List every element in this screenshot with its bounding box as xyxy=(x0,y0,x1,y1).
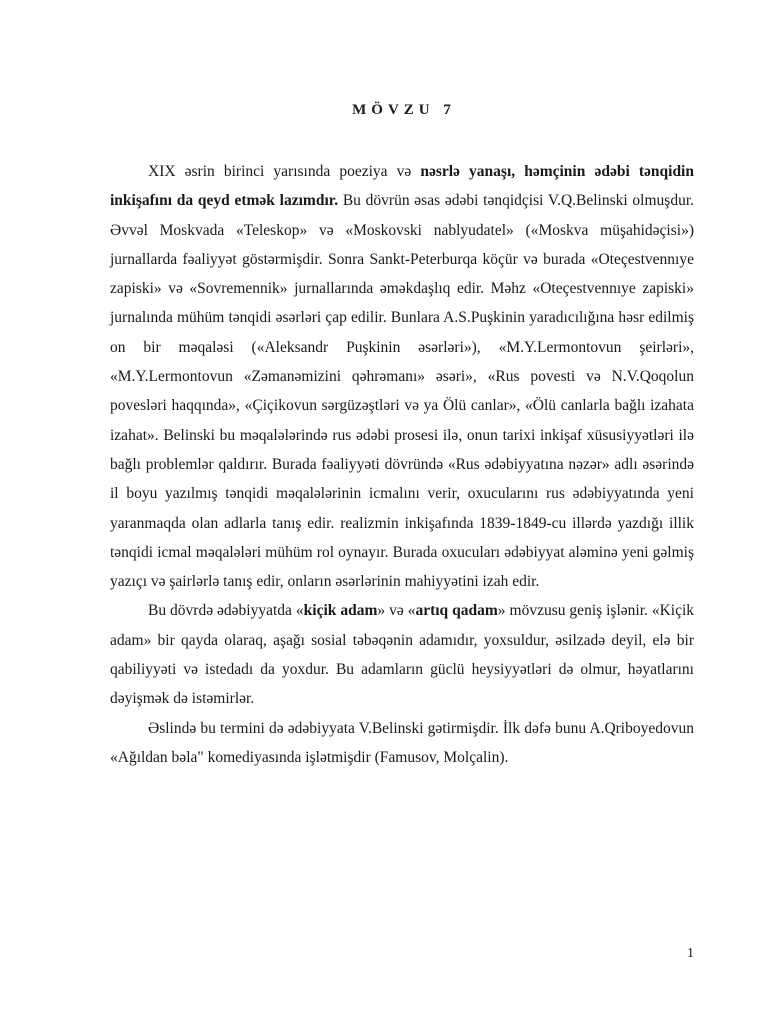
paragraph-2 xyxy=(110,596,694,713)
paragraph-1 xyxy=(110,157,694,596)
paragraph-2-bold-artiq-qadam: artıq qadam xyxy=(415,602,498,620)
paragraph-2-bold-kicik-adam: kiçik adam xyxy=(303,602,378,620)
paragraph-2-run-5: » mövzusu geniş işlənir. «Kiçik adam» bir qayda olaraq, aşağı sosial təbəqənin adamıdır, yoxsuldur, əsilzadə deyil, elə bir qabiliyyəti və istedadı da yoxdur. Bu adamların güclü heysiyyətləri də olmur, həyatlarını dəyişmək də istəmirlər. xyxy=(110,602,695,708)
paragraph-1-run-3: Bu dövrün əsas ədəbi tənqidçisi V.Q.Belinski olmuşdur. Əvvəl Moskvada «Teleskop» və «Moskovski nablyudatel» («Moskva müşahidəçisi») jurnallarda fəaliyyət göstərmişdir. Sonra Sankt-Peterburqa köçür və burada «Oteçestvennıye zapiski» və «Sovremennik» jurnallarında əməkdaşlıq edir. Məhz «Oteçestvennıye zapiski» jurnalında mühüm tənqidi əsərləri çap edilir. Bunlara A.S.Puşkinin yaradıcılığına həsr edilmiş on bir məqaləsi («Aleksandr Puşkinin əsərləri»), «M.Y.Lermontovun şeirləri», «M.Y.Lermontovun «Zəmanəmizini qəhrəmanı» əsəri», «Rus povesti və N.V.Qoqolun povesləri haqqında», «Çiçikovun sərgüzəştləri və ya Ölü canlar», «Ölü canlarla bağlı izahata izahat». Belinski bu məqalələrində rus ədəbi prosesi ilə, onun tarixi inkişaf xüsusiyyətləri ilə bağlı problemlər qaldırır. Burada fəaliyyəti dövründə «Rus ədəbiyyatına nəzər» adlı əsərində il boyu yazılmış tənqidi məqalələrinin icmalını verir, oxucularını rus ədəbiyyatında yeni yaranmaqda olan adlarla tanış edir. realizmin inkişafında 1839-1849-cu illərdə yazdığı illik tənqidi icmal məqalələri mühüm rol oynayır. Burada oxucuları ədəbiyyat aləminə yeni gəlmiş yazıçı və şairlərlə tanış edir, onların əsərlərinin mahiyyətini izah edir. xyxy=(110,192,695,591)
document-body xyxy=(110,157,694,772)
document-title: MÖVZU 7 xyxy=(352,102,456,118)
page-number: 1 xyxy=(687,946,694,961)
paragraph-1-bold-run: nəsrlə yanaşı, həmçinin ədəbi tənqidin inkişafını da qeyd etmək lazımdır. xyxy=(110,163,694,210)
paragraph-3-run-1: Əslində bu termini də ədəbiyyata V.Belinski gətirmişdir. İlk dəfə bunu A.Qriboyedovun «Ağıldan bəla" komediyasında işlətmişdir (Famusov, Molçalin). xyxy=(110,719,694,766)
paragraph-2-run-3: » və « xyxy=(377,602,416,620)
paragraph-2-run-1: Bu dövrdə ədəbiyyatda « xyxy=(148,602,304,620)
paragraph-1-run-1: XIX əsrin birinci yarısında poeziya və xyxy=(148,163,421,180)
paragraph-3 xyxy=(110,714,694,773)
